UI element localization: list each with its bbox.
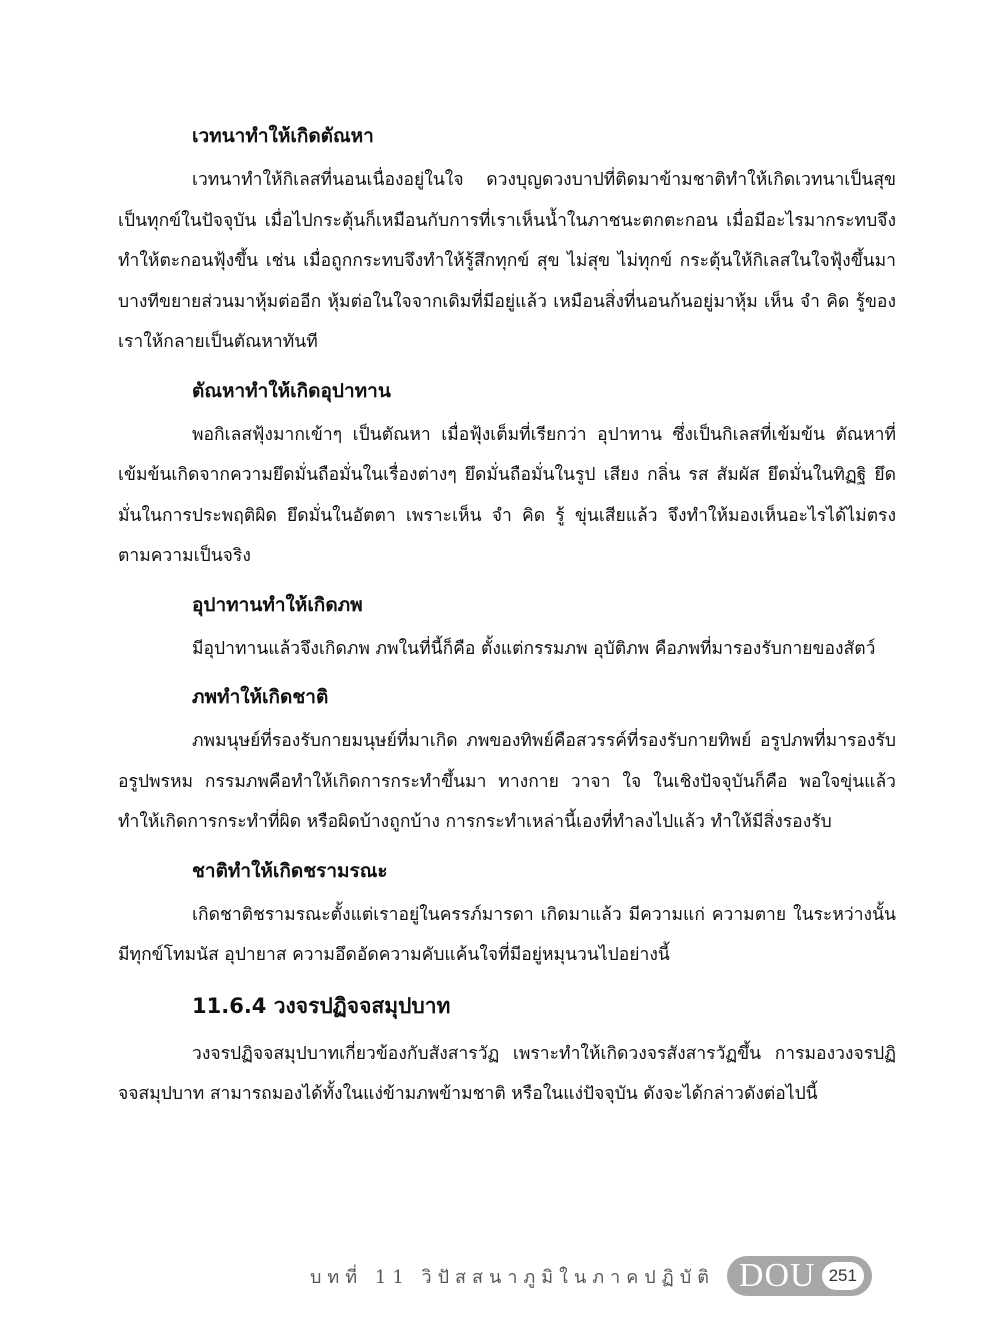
- page-footer: [310, 1256, 872, 1296]
- section-paragraph: เกิดชาติชรามรณะตั้งแต่เราอยู่ในครรภ์มารดา เกิดมาแล้ว มีความแก่ ความตาย ในระหว่างนั้นมีทุกข์โทมนัส อุปายาส ความอึดอัดความคับแค้นใจที่มีอยู่หมุนวนไปอย่างนี้: [118, 904, 896, 965]
- section-paragraph: พอกิเลสฟุ้งมากเข้าๆ เป็นตัณหา เมื่อฟุ้งเต็มที่เรียกว่า อุปาทาน ซึ่งเป็นกิเลสที่เข้มข้น ตัณหาที่เข้มข้นเกิดจากความยึดมั่นถือมั่นในเรื่องต่างๆ ยึดมั่นถือมั่นในรูป เสียง กลิ่น รส สัมผัส ยึดมั่นในทิฏฐิ ยึดมั่นในการประพฤติผิด ยึดมั่นในอัตตา เพราะเห็น จำ คิด รู้ ขุ่นเสียแล้ว จึงทำให้มองเห็นอะไรได้ไม่ตรงตามความเป็นจริง: [118, 424, 896, 566]
- section-paragraph: มีอุปาทานแล้วจึงเกิดภพ ภพในที่นี้ก็คือ ตั้งแต่กรรมภพ อุบัติภพ คือภพที่มารองรับกายของสัตว์: [192, 638, 876, 659]
- section-heading: ชาติทำให้เกิดชรามรณะ: [192, 859, 388, 882]
- section-vedana: [118, 118, 896, 363]
- section-11-6-4: [118, 986, 896, 1115]
- subsection-heading: 11.6.4 วงจรปฏิจจสมุปบาท: [192, 993, 451, 1018]
- dou-badge: [727, 1256, 872, 1296]
- section-heading: อุปาทานทำให้เกิดภพ: [192, 593, 363, 616]
- section-bhava: [118, 679, 896, 843]
- section-heading: ตัณหาทำให้เกิดอุปาทาน: [192, 379, 391, 402]
- section-paragraph: วงจรปฏิจจสมุปบาทเกี่ยวข้องกับสังสารวัฏ เพราะทำให้เกิดวงจรสังสารวัฏขึ้น การมองวงจรปฏิจจสมุปบาท สามารถมองได้ทั้งในแง่ข้ามภพข้ามชาติ หรือในแง่ปัจจุบัน ดังจะได้กล่าวดังต่อไปนี้: [118, 1043, 896, 1104]
- chapter-title: บทที่ 11 วิปัสสนาภูมิในภาคปฏิบัติ: [310, 1266, 715, 1288]
- page-content: [118, 118, 896, 1125]
- section-upadana: [118, 587, 896, 670]
- section-heading: เวทนาทำให้เกิดตัณหา: [192, 125, 374, 147]
- page-number: 251: [822, 1262, 864, 1290]
- dou-logo-text: DOU: [738, 1257, 816, 1294]
- section-heading: ภพทำให้เกิดชาติ: [192, 686, 329, 708]
- section-paragraph: ภพมนุษย์ที่รองรับกายมนุษย์ที่มาเกิด ภพของทิพย์คือสวรรค์ที่รองรับกายทิพย์ อรูปภพที่มารองรับอรูปพรหม กรรมภพคือทำให้เกิดการกระทำขึ้นมา ทางกาย วาจา ใจ ในเชิงปัจจุบันก็คือ พอใจขุ่นแล้วทำให้เกิดการกระทำที่ผิด หรือผิดบ้างถูกบ้าง การกระทำเหล่านี้เองที่ทำลงไปแล้ว ทำให้มีสิ่งรองรับ: [118, 731, 896, 832]
- section-paragraph: เวทนาทำให้กิเลสที่นอนเนื่องอยู่ในใจ ดวงบุญดวงบาปที่ติดมาข้ามชาติทำให้เกิดเวทนาเป็นสุขเป็นทุกข์ในปัจจุบัน เมื่อไปกระตุ้นก็เหมือนกับการที่เราเห็นน้ำในภาชนะตกตะกอน เมื่อมีอะไรมากระทบจึงทำให้ตะกอนฟุ้งขึ้น เช่น เมื่อถูกกระทบจึงทำให้รู้สึกทุกข์ สุข ไม่สุข ไม่ทุกข์ กระตุ้นให้กิเลสในใจฟุ้งขึ้นมา บางทีขยายส่วนมาหุ้มต่ออีก หุ้มต่อในใจจากเดิมที่มีอยู่แล้ว เหมือนสิ่งที่นอนก้นอยู่มาหุ้ม เห็น จำ คิด รู้ของเราให้กลายเป็นตัณหาทันที: [118, 170, 896, 352]
- section-tanha: [118, 373, 896, 577]
- section-jati: [118, 853, 896, 976]
